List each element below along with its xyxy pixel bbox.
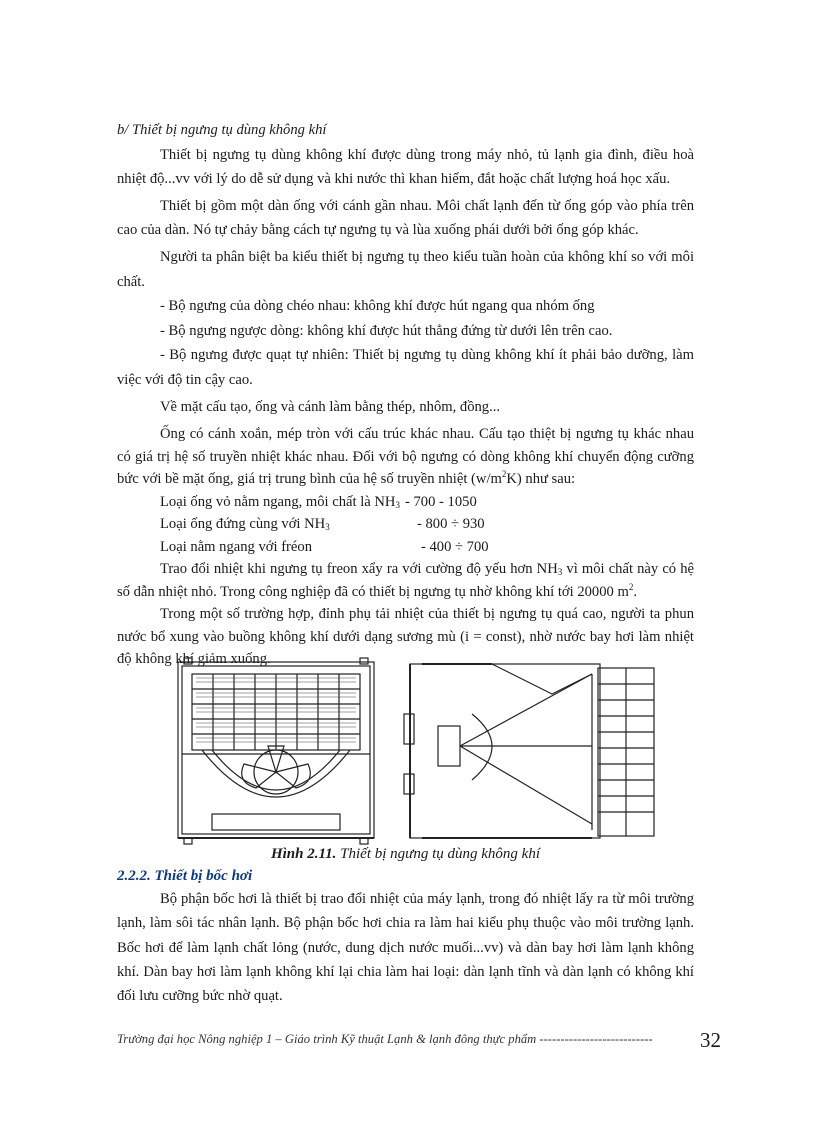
value-row bbox=[117, 491, 694, 514]
condenser-figure bbox=[172, 654, 660, 847]
paragraph-text: Ống có cánh xoắn, mép tròn với cấu trúc khác nhau. Cấu tạo thiệt bị ngưng tụ khác nhau có giá trị hệ số truyền nhiệt khác nhau. Đối với bộ ngưng có dòng không khí chuyển động cưỡng bức với bề mặt ống, giá trị trung bình của hệ số truyền nhiệt (w/m bbox=[117, 426, 694, 488]
caption-text: Thiết bị ngưng tụ dùng không khí bbox=[336, 846, 541, 862]
superscript: 2 bbox=[628, 581, 634, 592]
paragraph: Người ta phân biệt ba kiểu thiết bị ngưng tụ theo kiểu tuần hoàn của không khí so với môi chất. bbox=[117, 248, 694, 290]
list-item: - Bộ ngưng ngược dòng: không khí được hút thẳng đứng từ dưới lên trên cao. bbox=[160, 322, 613, 339]
paragraph: Trao đổi nhiệt khi ngưng tụ freon xẩy ra với cường độ yếu hơn $NH_3$ vì môi chất này có hệ số dẫn nhiệt nhỏ. Trong công nghiệp đã có thiết bị ngưng tụ nhờ không khí tới 20000 $m^2$. bbox=[117, 561, 695, 600]
value-row bbox=[117, 513, 694, 536]
paragraph: Về mặt cấu tạo, ống và cánh làm bằng thép, nhôm, đồng... bbox=[160, 398, 501, 415]
figure-caption bbox=[117, 846, 694, 863]
list-item: - Bộ ngưng được quạt tự nhiên: Thiết bị ngưng tụ dùng không khí ít phải bảo dưỡng, làm việc với độ tin cậy cao. bbox=[117, 347, 694, 388]
body-text bbox=[117, 118, 694, 671]
front-view-drawing bbox=[178, 658, 374, 844]
row-value: - 700 - 1050 bbox=[405, 493, 477, 510]
section-title: 2.2.2. Thiết bị bốc hơi bbox=[117, 868, 253, 884]
page-footer: Trường đại học Nông nghiệp 1 – Giáo trình Kỹ thuật Lạnh & lạnh đông thực phẩm --------------------------- bbox=[117, 1032, 653, 1046]
paragraph-text: Trao đổi nhiệt khi ngưng tụ freon xẩy ra với cường độ yếu hơn NH bbox=[160, 561, 558, 578]
row-value: - 400 ÷ 700 bbox=[421, 538, 489, 555]
caption-label: Hình 2.11. bbox=[270, 846, 337, 862]
row-label: Loại nằm ngang với fréon bbox=[160, 538, 312, 555]
row-label: Loại ống đứng cùng với $NH_3$ bbox=[160, 516, 330, 533]
paragraph: Thiết bị gồm một dàn ống với cánh gần nhau. Môi chất lạnh đến từ ống góp vào phía trên cao của dàn. Nó tự chảy bằng cách tự ngưng tụ và lùa xuống phái dưới bởi ống góp khác. bbox=[117, 197, 694, 239]
paragraph: Bộ phận bốc hơi là thiết bị trao đổi nhiệt của máy lạnh, trong đó nhiệt lấy ra từ môi trường lạnh, làm sôi tác nhân lạnh. Bộ phận bốc hơi chia ra làm hai kiểu phụ thuộc vào môi trường lạnh. Bốc hơi để làm lạnh chất lỏng (nước, dung dịch nước muối...vv) và dàn bay hơi làm lạnh không khí. Dàn bay hơi làm lạnh không khí lại chia làm hai loại: dàn lạnh tĩnh và dàn lạnh có không khí đối lưu cưỡng bức nhờ quạt. bbox=[117, 891, 694, 1005]
row-value: - 800 ÷ 930 bbox=[417, 516, 485, 533]
value-row bbox=[117, 536, 694, 559]
paragraph-text: K) như sau: bbox=[506, 471, 576, 488]
subheading: b/ Thiết bị ngưng tụ dùng không khí bbox=[117, 122, 327, 138]
subscript: 3 bbox=[557, 567, 563, 578]
paragraph-text: vì môi chất này có hệ số dẫn nhiệt nhỏ. Trong công nghiệp đã có thiết bị ngưng tụ nhờ không khí tới 20000 m bbox=[117, 561, 695, 600]
paragraph: Trong một số trường hợp, đỉnh phụ tải nhiệt của thiết bị ngưng tụ quá cao, người ta phun nước bổ xung vào buồng không khí dưới dạng sương mù (i = const), nhờ nước bay hơi làm nhiệt độ không khí giảm xuống. bbox=[117, 606, 694, 668]
side-view-drawing bbox=[404, 664, 654, 838]
list-item: - Bộ ngưng của dòng chéo nhau: không khí được hút ngang qua nhóm ống bbox=[160, 298, 595, 315]
page-number: 32 bbox=[700, 1028, 721, 1052]
paragraph: Thiết bị ngưng tụ dùng không khí được dùng trong máy nhỏ, tủ lạnh gia đình, điều hoà nhiệt độ...vv với lý do dễ sử dụng và khi nước thì khan hiếm, đắt hoặc chất lượng hoá học xấu. bbox=[117, 146, 694, 188]
row-label: Loại ống vỏ nằm ngang, môi chất là $NH_3$ bbox=[160, 493, 400, 510]
superscript: 2 bbox=[501, 469, 507, 480]
body-text-2 bbox=[117, 887, 694, 1008]
paragraph bbox=[117, 423, 694, 491]
